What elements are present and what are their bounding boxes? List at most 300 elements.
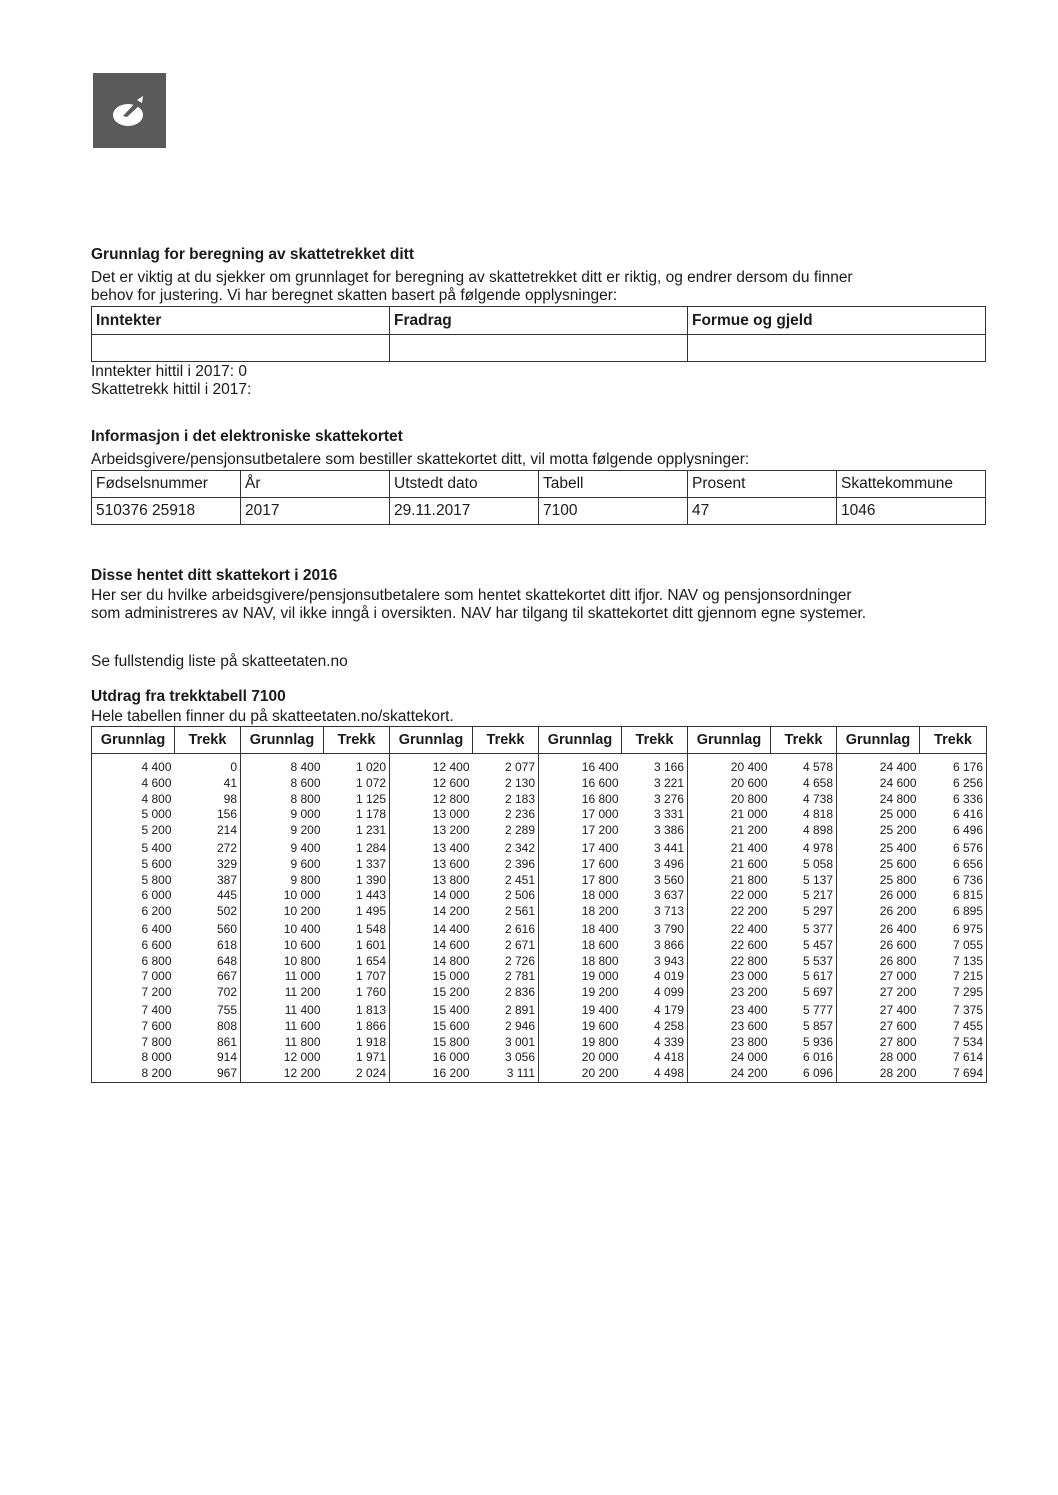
grunnlag-section <box>91 245 986 399</box>
table-row <box>92 839 987 857</box>
trekk-cell: 2 836 <box>473 985 539 1001</box>
trekk-cell: 3 331 <box>622 807 688 823</box>
grunnlag-cell: 9 600 <box>241 857 324 873</box>
grunnlag-cell: 25 800 <box>837 873 920 889</box>
hdr-tabell: Tabell <box>539 471 688 498</box>
info-heading: Informasjon i det elektroniske skattekortet <box>91 428 403 445</box>
grunnlag-cell: 24 400 <box>837 754 920 776</box>
grunnlag-cell: 13 400 <box>390 839 473 857</box>
trekk-cell: 3 386 <box>622 823 688 839</box>
grunnlag-cell: 7 400 <box>92 1001 175 1019</box>
grunnlag-cell: 20 400 <box>688 754 771 776</box>
trekk-cell: 2 130 <box>473 776 539 792</box>
trekk-cell: 6 016 <box>771 1050 837 1066</box>
header-grunnlag: Grunnlag <box>688 727 771 754</box>
grunnlag-cell: 22 400 <box>688 920 771 938</box>
trekk-cell: 3 111 <box>473 1066 539 1082</box>
trekk-cell: 6 176 <box>920 754 987 776</box>
grunnlag-cell: 24 000 <box>688 1050 771 1066</box>
grunnlag-cell: 26 400 <box>837 920 920 938</box>
trekk-cell: 1 390 <box>324 873 390 889</box>
trekk-cell: 6 656 <box>920 857 987 873</box>
trekk-cell: 2 616 <box>473 920 539 938</box>
grunnlag-cell: 22 800 <box>688 954 771 970</box>
table-row <box>92 985 987 1001</box>
trekk-cell: 445 <box>175 888 241 904</box>
hdr-fodselsnummer: Fødselsnummer <box>92 471 241 498</box>
trekk-cell: 4 578 <box>771 754 837 776</box>
grunnlag-table <box>91 306 986 362</box>
trekk-cell: 4 498 <box>622 1066 688 1082</box>
grunnlag-cell: 16 200 <box>390 1066 473 1082</box>
grunnlag-cell: 17 400 <box>539 839 622 857</box>
grunnlag-cell: 21 200 <box>688 823 771 839</box>
grunnlag-cell: 20 600 <box>688 776 771 792</box>
header-trekk: Trekk <box>175 727 241 754</box>
trekk-cell: 1 072 <box>324 776 390 792</box>
grunnlag-cell: 13 200 <box>390 823 473 839</box>
grunnlag-cell: 18 800 <box>539 954 622 970</box>
table-row <box>92 938 987 954</box>
grunnlag-cell: 12 600 <box>390 776 473 792</box>
grunnlag-cell: 8 600 <box>241 776 324 792</box>
table-row <box>92 1001 987 1019</box>
hdr-prosent: Prosent <box>688 471 837 498</box>
trekk-section <box>91 687 986 1083</box>
trekk-cell: 861 <box>175 1035 241 1051</box>
grunnlag-cell: 24 800 <box>837 792 920 808</box>
trekk-cell: 755 <box>175 1001 241 1019</box>
trekk-cell: 0 <box>175 754 241 776</box>
trekk-cell: 7 375 <box>920 1001 987 1019</box>
grunnlag-cell: 19 200 <box>539 985 622 1001</box>
grunnlag-cell: 9 800 <box>241 873 324 889</box>
trekk-cell: 3 166 <box>622 754 688 776</box>
trekk-cell: 5 857 <box>771 1019 837 1035</box>
header-grunnlag: Grunnlag <box>241 727 324 754</box>
grunnlag-cell: 10 000 <box>241 888 324 904</box>
grunnlag-cell: 26 000 <box>837 888 920 904</box>
grunnlag-cell: 20 000 <box>539 1050 622 1066</box>
grunnlag-cell: 9 400 <box>241 839 324 857</box>
trekk-cell: 1 125 <box>324 792 390 808</box>
grunnlag-cell: 17 600 <box>539 857 622 873</box>
grunnlag-cell: 24 600 <box>837 776 920 792</box>
trekk-cell: 1 020 <box>324 754 390 776</box>
grunnlag-cell: 23 200 <box>688 985 771 1001</box>
grunnlag-cell: 18 400 <box>539 920 622 938</box>
table-row <box>92 904 987 920</box>
val-fodselsnummer: 510376 25918 <box>92 498 241 525</box>
trekk-cell: 4 258 <box>622 1019 688 1035</box>
trekk-cell: 5 617 <box>771 969 837 985</box>
cell-inntekter <box>92 335 390 362</box>
trekk-cell: 1 707 <box>324 969 390 985</box>
grunnlag-cell: 17 800 <box>539 873 622 889</box>
trekk-cell: 3 713 <box>622 904 688 920</box>
grunnlag-cell: 14 000 <box>390 888 473 904</box>
grunnlag-cell: 14 600 <box>390 938 473 954</box>
grunnlag-cell: 4 800 <box>92 792 175 808</box>
trekk-cell: 2 236 <box>473 807 539 823</box>
trekk-cell: 4 898 <box>771 823 837 839</box>
grunnlag-cell: 11 000 <box>241 969 324 985</box>
trekk-cell: 3 560 <box>622 873 688 889</box>
grunnlag-cell: 10 400 <box>241 920 324 938</box>
table-row <box>92 776 987 792</box>
trekk-cell: 387 <box>175 873 241 889</box>
trekk-cell: 4 418 <box>622 1050 688 1066</box>
table-row <box>92 920 987 938</box>
grunnlag-cell: 15 000 <box>390 969 473 985</box>
grunnlag-cell: 27 400 <box>837 1001 920 1019</box>
trekk-cell: 2 671 <box>473 938 539 954</box>
trekk-cell: 2 183 <box>473 792 539 808</box>
val-utstedt-dato: 29.11.2017 <box>390 498 539 525</box>
trekk-cell: 6 895 <box>920 904 987 920</box>
trekk-cell: 214 <box>175 823 241 839</box>
grunnlag-cell: 12 000 <box>241 1050 324 1066</box>
trekk-cell: 6 096 <box>771 1066 837 1082</box>
trekktabell <box>91 726 987 1083</box>
grunnlag-cell: 5 200 <box>92 823 175 839</box>
table-row <box>92 807 987 823</box>
grunnlag-cell: 26 800 <box>837 954 920 970</box>
grunnlag-cell: 16 400 <box>539 754 622 776</box>
grunnlag-cell: 15 600 <box>390 1019 473 1035</box>
trekk-cell: 7 694 <box>920 1066 987 1082</box>
header-trekk: Trekk <box>771 727 837 754</box>
trekk-cell: 1 654 <box>324 954 390 970</box>
trekk-cell: 3 496 <box>622 857 688 873</box>
grunnlag-cell: 14 800 <box>390 954 473 970</box>
hentet-section <box>91 566 986 671</box>
grunnlag-cell: 16 000 <box>390 1050 473 1066</box>
grunnlag-cell: 10 800 <box>241 954 324 970</box>
grunnlag-cell: 4 600 <box>92 776 175 792</box>
inntekter-hittil: Inntekter hittil i 2017: 0 <box>91 363 247 380</box>
grunnlag-cell: 5 800 <box>92 873 175 889</box>
hdr-skattekommune: Skattekommune <box>837 471 986 498</box>
skattekort-table <box>91 470 986 525</box>
trekk-cell: 2 024 <box>324 1066 390 1082</box>
trekk-subheading: Hele tabellen finner du på skatteetaten.no/skattekort. <box>91 708 454 725</box>
grunnlag-cell: 27 000 <box>837 969 920 985</box>
grunnlag-cell: 12 800 <box>390 792 473 808</box>
grunnlag-cell: 15 200 <box>390 985 473 1001</box>
grunnlag-cell: 19 600 <box>539 1019 622 1035</box>
trekk-cell: 5 777 <box>771 1001 837 1019</box>
grunnlag-cell: 25 600 <box>837 857 920 873</box>
grunnlag-cell: 17 000 <box>539 807 622 823</box>
grunnlag-cell: 10 200 <box>241 904 324 920</box>
grunnlag-cell: 28 000 <box>837 1050 920 1066</box>
grunnlag-cell: 25 400 <box>837 839 920 857</box>
grunnlag-cell: 12 400 <box>390 754 473 776</box>
trekk-cell: 7 295 <box>920 985 987 1001</box>
trekk-cell: 7 135 <box>920 954 987 970</box>
trekk-cell: 6 576 <box>920 839 987 857</box>
trekk-cell: 5 217 <box>771 888 837 904</box>
grunnlag-intro-line-1: Det er viktig at du sjekker om grunnlaget for beregning av skattetrekket ditt er riktig, og endrer dersom du finner <box>91 269 853 286</box>
skatteetaten-logo <box>93 73 166 148</box>
grunnlag-cell: 9 200 <box>241 823 324 839</box>
trekk-cell: 667 <box>175 969 241 985</box>
trekk-cell: 3 943 <box>622 954 688 970</box>
grunnlag-cell: 24 200 <box>688 1066 771 1082</box>
grunnlag-cell: 23 600 <box>688 1019 771 1035</box>
grunnlag-cell: 8 200 <box>92 1066 175 1082</box>
grunnlag-cell: 16 600 <box>539 776 622 792</box>
trekk-cell: 5 936 <box>771 1035 837 1051</box>
trekk-cell: 2 561 <box>473 904 539 920</box>
val-ar: 2017 <box>241 498 390 525</box>
val-prosent: 47 <box>688 498 837 525</box>
grunnlag-cell: 8 800 <box>241 792 324 808</box>
trekk-heading: Utdrag fra trekktabell 7100 <box>91 688 286 705</box>
grunnlag-cell: 10 600 <box>241 938 324 954</box>
header-grunnlag: Grunnlag <box>92 727 175 754</box>
trekk-cell: 2 342 <box>473 839 539 857</box>
hentet-text-line-1: Her ser du hvilke arbeidsgivere/pensjonsutbetalere som hentet skattekortet ditt ifjor. NAV og pensjonsordninger <box>91 587 852 604</box>
grunnlag-intro-line-2: behov for justering. Vi har beregnet skatten basert på følgende opplysninger: <box>91 287 618 304</box>
see-full-list-link[interactable]: Se fullstendig liste på skatteetaten.no <box>91 653 348 670</box>
trekk-cell: 1 971 <box>324 1050 390 1066</box>
trekk-cell: 1 918 <box>324 1035 390 1051</box>
trekk-cell: 7 215 <box>920 969 987 985</box>
grunnlag-cell: 25 200 <box>837 823 920 839</box>
grunnlag-cell: 5 400 <box>92 839 175 857</box>
grunnlag-cell: 6 400 <box>92 920 175 938</box>
grunnlag-cell: 27 200 <box>837 985 920 1001</box>
table-row <box>92 1019 987 1035</box>
grunnlag-cell: 14 400 <box>390 920 473 938</box>
header-trekk: Trekk <box>920 727 987 754</box>
grunnlag-cell: 18 000 <box>539 888 622 904</box>
trekk-cell: 4 978 <box>771 839 837 857</box>
trekk-cell: 5 537 <box>771 954 837 970</box>
grunnlag-cell: 23 000 <box>688 969 771 985</box>
table-row <box>92 857 987 873</box>
trekk-cell: 2 726 <box>473 954 539 970</box>
trekk-cell: 4 179 <box>622 1001 688 1019</box>
trekk-cell: 3 441 <box>622 839 688 857</box>
trekk-cell: 3 221 <box>622 776 688 792</box>
grunnlag-cell: 19 400 <box>539 1001 622 1019</box>
grunnlag-cell: 6 200 <box>92 904 175 920</box>
trekk-cell: 7 455 <box>920 1019 987 1035</box>
trekk-cell: 5 297 <box>771 904 837 920</box>
trekk-cell: 3 056 <box>473 1050 539 1066</box>
grunnlag-cell: 17 200 <box>539 823 622 839</box>
trekk-cell: 5 377 <box>771 920 837 938</box>
grunnlag-cell: 22 000 <box>688 888 771 904</box>
table-row <box>92 873 987 889</box>
trekk-cell: 1 178 <box>324 807 390 823</box>
grunnlag-cell: 21 800 <box>688 873 771 889</box>
trekk-cell: 3 276 <box>622 792 688 808</box>
trekk-cell: 6 496 <box>920 823 987 839</box>
grunnlag-cell: 19 000 <box>539 969 622 985</box>
trekk-cell: 6 416 <box>920 807 987 823</box>
grunnlag-cell: 28 200 <box>837 1066 920 1082</box>
trekk-cell: 1 231 <box>324 823 390 839</box>
trekk-cell: 502 <box>175 904 241 920</box>
trekk-cell: 2 077 <box>473 754 539 776</box>
grunnlag-cell: 27 600 <box>837 1019 920 1035</box>
grunnlag-cell: 21 000 <box>688 807 771 823</box>
trekk-cell: 2 506 <box>473 888 539 904</box>
grunnlag-cell: 26 600 <box>837 938 920 954</box>
val-skattekommune: 1046 <box>837 498 986 525</box>
trekk-cell: 4 019 <box>622 969 688 985</box>
grunnlag-cell: 23 400 <box>688 1001 771 1019</box>
grunnlag-cell: 27 800 <box>837 1035 920 1051</box>
grunnlag-cell: 25 000 <box>837 807 920 823</box>
grunnlag-cell: 8 400 <box>241 754 324 776</box>
trekk-cell: 2 946 <box>473 1019 539 1035</box>
val-tabell: 7100 <box>539 498 688 525</box>
trekk-cell: 967 <box>175 1066 241 1082</box>
grunnlag-cell: 11 800 <box>241 1035 324 1051</box>
trekk-cell: 1 813 <box>324 1001 390 1019</box>
trekk-cell: 2 396 <box>473 857 539 873</box>
trekk-cell: 6 736 <box>920 873 987 889</box>
grunnlag-cell: 20 800 <box>688 792 771 808</box>
trekk-cell: 3 866 <box>622 938 688 954</box>
grunnlag-cell: 19 800 <box>539 1035 622 1051</box>
info-intro: Arbeidsgivere/pensjonsutbetalere som bestiller skattekortet ditt, vil motta følgende opplysninger: <box>91 451 750 468</box>
trekk-cell: 1 495 <box>324 904 390 920</box>
grunnlag-cell: 6 000 <box>92 888 175 904</box>
trekk-cell: 4 738 <box>771 792 837 808</box>
header-grunnlag: Grunnlag <box>539 727 622 754</box>
grunnlag-cell: 14 200 <box>390 904 473 920</box>
table-row <box>92 954 987 970</box>
trekk-cell: 808 <box>175 1019 241 1035</box>
table-row <box>92 823 987 839</box>
grunnlag-cell: 12 200 <box>241 1066 324 1082</box>
trekk-cell: 702 <box>175 985 241 1001</box>
trekk-cell: 1 548 <box>324 920 390 938</box>
grunnlag-cell: 26 200 <box>837 904 920 920</box>
trekk-cell: 1 760 <box>324 985 390 1001</box>
grunnlag-cell: 6 600 <box>92 938 175 954</box>
grunnlag-cell: 21 400 <box>688 839 771 857</box>
grunnlag-cell: 11 600 <box>241 1019 324 1035</box>
trekk-cell: 3 637 <box>622 888 688 904</box>
col-formue-gjeld: Formue og gjeld <box>688 307 986 335</box>
hentet-heading: Disse hentet ditt skattekort i 2016 <box>91 567 338 584</box>
trekk-cell: 648 <box>175 954 241 970</box>
grunnlag-cell: 7 800 <box>92 1035 175 1051</box>
trekk-cell: 5 457 <box>771 938 837 954</box>
grunnlag-cell: 5 000 <box>92 807 175 823</box>
grunnlag-cell: 21 600 <box>688 857 771 873</box>
header-trekk: Trekk <box>473 727 539 754</box>
grunnlag-cell: 18 600 <box>539 938 622 954</box>
trekk-cell: 98 <box>175 792 241 808</box>
col-fradrag: Fradrag <box>390 307 688 335</box>
trekk-cell: 2 289 <box>473 823 539 839</box>
skattetrekk-hittil: Skattetrekk hittil i 2017: <box>91 381 252 398</box>
trekk-cell: 4 099 <box>622 985 688 1001</box>
table-row <box>92 1050 987 1066</box>
trekk-cell: 3 001 <box>473 1035 539 1051</box>
info-section <box>91 427 986 525</box>
trekk-cell: 6 975 <box>920 920 987 938</box>
trekk-cell: 1 866 <box>324 1019 390 1035</box>
grunnlag-cell: 11 400 <box>241 1001 324 1019</box>
trekk-cell: 272 <box>175 839 241 857</box>
trekk-cell: 1 337 <box>324 857 390 873</box>
hdr-utstedt-dato: Utstedt dato <box>390 471 539 498</box>
trekk-cell: 2 781 <box>473 969 539 985</box>
table-row <box>92 1035 987 1051</box>
hdr-ar: År <box>241 471 390 498</box>
trekk-cell: 7 614 <box>920 1050 987 1066</box>
grunnlag-cell: 13 800 <box>390 873 473 889</box>
header-grunnlag: Grunnlag <box>837 727 920 754</box>
trekk-cell: 4 818 <box>771 807 837 823</box>
grunnlag-cell: 13 600 <box>390 857 473 873</box>
trekk-cell: 560 <box>175 920 241 938</box>
trekk-cell: 7 534 <box>920 1035 987 1051</box>
trekk-cell: 6 815 <box>920 888 987 904</box>
grunnlag-cell: 6 800 <box>92 954 175 970</box>
grunnlag-cell: 13 000 <box>390 807 473 823</box>
table-row <box>92 754 987 776</box>
trekk-cell: 4 658 <box>771 776 837 792</box>
trekk-cell: 3 790 <box>622 920 688 938</box>
trekk-cell: 5 697 <box>771 985 837 1001</box>
grunnlag-cell: 18 200 <box>539 904 622 920</box>
cell-formue-gjeld <box>688 335 986 362</box>
grunnlag-cell: 23 800 <box>688 1035 771 1051</box>
cell-fradrag <box>390 335 688 362</box>
trekk-cell: 41 <box>175 776 241 792</box>
trekk-cell: 1 284 <box>324 839 390 857</box>
trekk-cell: 7 055 <box>920 938 987 954</box>
grunnlag-cell: 4 400 <box>92 754 175 776</box>
trekk-cell: 5 137 <box>771 873 837 889</box>
grunnlag-cell: 9 000 <box>241 807 324 823</box>
grunnlag-cell: 8 000 <box>92 1050 175 1066</box>
trekk-cell: 329 <box>175 857 241 873</box>
grunnlag-cell: 15 400 <box>390 1001 473 1019</box>
table-row <box>92 969 987 985</box>
grunnlag-cell: 7 000 <box>92 969 175 985</box>
grunnlag-cell: 15 800 <box>390 1035 473 1051</box>
col-inntekter: Inntekter <box>92 307 390 335</box>
grunnlag-cell: 22 200 <box>688 904 771 920</box>
hentet-text-line-2: som administreres av NAV, vil ikke inngå i oversikten. NAV har tilgang til skattekortet ditt gjennom egne systemer. <box>91 605 867 622</box>
trekk-cell: 2 891 <box>473 1001 539 1019</box>
trekk-cell: 2 451 <box>473 873 539 889</box>
logo-mark-icon <box>93 73 166 148</box>
grunnlag-heading: Grunnlag for beregning av skattetrekket ditt <box>91 246 414 263</box>
trekk-cell: 914 <box>175 1050 241 1066</box>
trekk-cell: 4 339 <box>622 1035 688 1051</box>
grunnlag-cell: 11 200 <box>241 985 324 1001</box>
trekk-cell: 618 <box>175 938 241 954</box>
header-trekk: Trekk <box>324 727 390 754</box>
trekk-cell: 156 <box>175 807 241 823</box>
trekk-cell: 5 058 <box>771 857 837 873</box>
table-row <box>92 792 987 808</box>
trekk-cell: 6 336 <box>920 792 987 808</box>
trekk-cell: 6 256 <box>920 776 987 792</box>
